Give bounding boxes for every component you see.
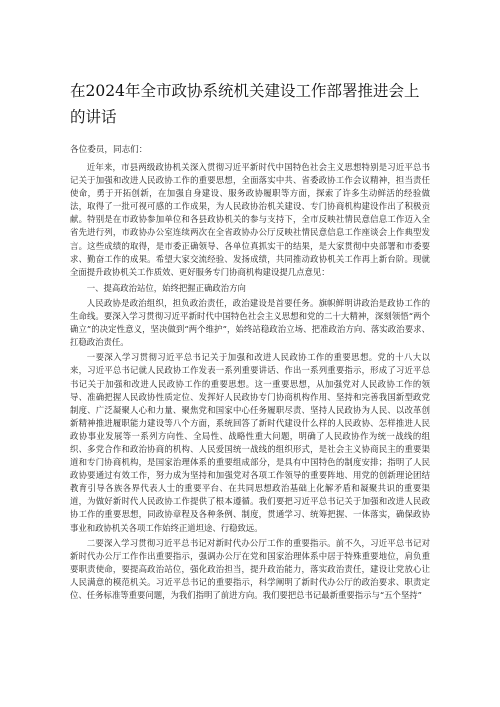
salutation: 各位委员，同志们： <box>70 145 148 155</box>
section-1-paragraph-1: 人民政协是政治组织，担负政治责任，政治建设是首要任务。旗帜鲜明讲政治是政协工作的生命线。要深入学习贯彻习近平新时代中国特色社会主义思想和党的二十大精神，深刻领悟“两个确立”的决定性意义，坚决做到“两个维护”，始终站稳政治立场、把准政治方向、落实政治要求、扛稳政治责任。 <box>70 297 430 348</box>
section-1-paragraph-2: 一要深入学习贯彻习近平总书记关于加强和改进人民政协工作的重要思想。党的十八大以来，习近平总书记就人民政协工作发表一系列重要讲话、作出一系列重要指示，形成了习近平总书记关于加强和改进人民政协工作的重要思想。这一重要思想，从加强党对人民政协工作的领导、准确把握人民政协性质定位、发挥好人民政协专门协商机构作用、坚持和完善我国新型政党制度、广泛凝聚人心和力量、聚焦党和国家中心任务履职尽责、坚持人民政协为人民、以改革创新精神推进履职能力建设等八个方面，系统回答了新时代建设什么样的人民政协、怎样推进人民政协事业发展等一系列方向性、全局性、战略性重大问题，明确了人民政协作为统一战线的组织、多党合作和政治协商的机构、人民爱国统一战线的组织形式，是社会主义协商民主的重要渠道和专门协商机构，是国家治理体系的重要组成部分，是具有中国特色的制度安排；指明了人民政协要通过有效工作，努力成为坚持和加强党对各项工作领导的重要阵地、用党的创新理论团结教育引导各族各界代表人士的重要平台、在共同思想政治基础上化解矛盾和凝聚共识的重要渠道，为做好新时代人民政协工作提供了根本遵循。我们要把习近平总书记关于加强和改进人民政协工作的重要思想，同政协章程及各种条例、制度，贯通学习、统筹把握、一体落实，确保政协事业和政协机关各项工作始终正道坦途、行稳致远。 <box>70 352 430 533</box>
section-1-paragraph-3: 二要深入学习贯彻习近平总书记对新时代办公厅工作的重要指示。前不久，习近平总书记对新时代办公厅工作作出重要指示，强调办公厅在党和国家治理体系中居于特殊重要地位，肩负重要职责使命，要提高政治站位，强化政治担当，提升政治能力，落实政治责任，建设让党放心让人民满意的模范机关。习近平总书记的重要指示，科学阐明了新时代办公厅的政治要求、职责定位、任务标准等重要问题，为我们指明了前进方向。我们要把总书记最新重要指示与“五个坚持” <box>70 537 430 600</box>
title-line-1: 在2024年全市政协系统机关建设工作部署推进会上 <box>70 82 420 100</box>
section-heading-1: 一、提高政治站位，始终把握正确政治方向 <box>86 282 246 293</box>
title-line-2: 的讲话 <box>70 108 117 126</box>
document-body <box>70 161 430 602</box>
document-title <box>70 78 430 130</box>
intro-paragraph: 近年来，市县两级政协机关深入贯彻习近平新时代中国特色社会主义思想特别是习近平总书记关于加强和改进人民政协工作的重要思想，全面落实中共、省委政协工作会议精神，担当责任使命，勇于开拓创新，在加强自身建设、服务政协履职等方面，探索了许多生动鲜活的经验做法，取得了一批可视可感的工作成果，为人民政协治机关建设、专门协商机构建设作出了积极贡献。特别是在市政协参加单位和各县政协机关的参与支持下，全市反映社情民意信息工作迈入全省先进行列，市政协办公室连续两次在全省政协办公厅反映社情民意信息工作座谈会上作典型发言。这些成绩的取得，是市委正确领导、各单位真抓实干的结果，是大家贯彻中央部署和市委要求、勤奋工作的成果。希望大家交流经验、发扬成绩，共同推动政协机关工作再上新台阶。现就全面提升政协机关工作质效、更好服务专门协商机构建设提几点意见： <box>70 162 430 277</box>
